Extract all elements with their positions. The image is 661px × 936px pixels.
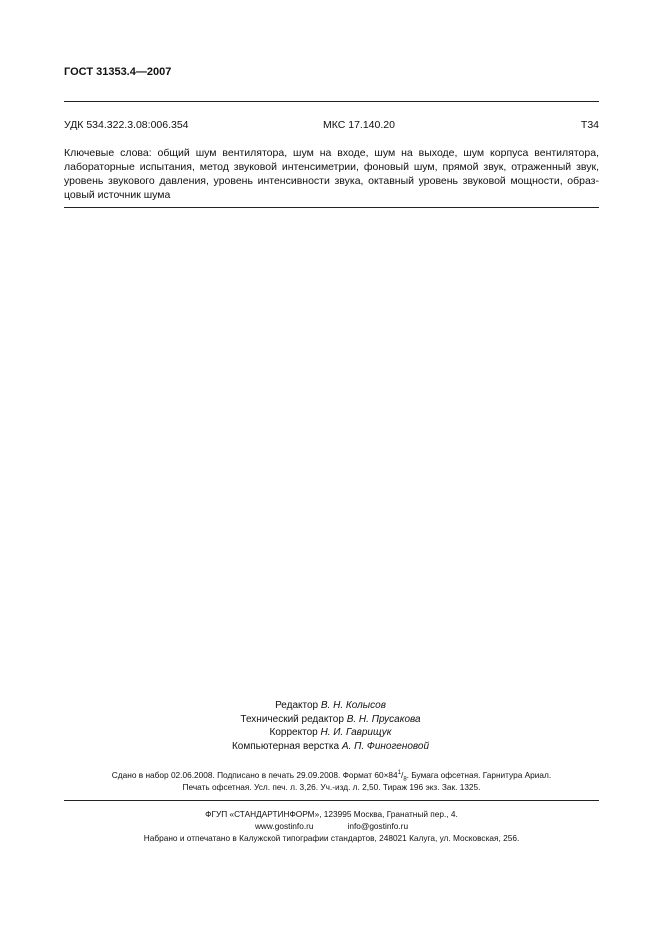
publisher-contacts — [64, 820, 599, 832]
keywords-block — [64, 146, 599, 202]
publisher-website: www.gostinfo.ru — [254, 821, 314, 831]
printer-info: Набрано и отпечатано в Калужской типографии стандартов, 248021 Калуга, ул. Московская, 256. — [143, 833, 520, 843]
imprint-line-2: Печать офсетная. Усл. печ. л. 3,26. Уч.-изд. л. 2,50. Тираж 196 экз. Зак. 1325. — [182, 782, 481, 792]
credit-proofreader — [0, 726, 661, 740]
credit-editor — [0, 699, 661, 713]
keywords-line: лабораторные испытания, метод звуковой интенсиметрии, фоновый шум, прямой звук, отраженный звук, — [64, 161, 599, 173]
imprint-block — [64, 769, 599, 793]
imprint-line-1: Сдано в набор 02.06.2008. Подписано в печать 29.09.2008. Формат $60\times 84^1/_8$. Бумага офсетная. Гарнитура Ариал. — [111, 770, 552, 783]
keywords-rule — [64, 207, 599, 208]
publisher-email: info@gostinfo.ru — [347, 821, 409, 831]
credit-layout — [0, 740, 661, 754]
credit-name: А. П. Финогеновой — [341, 740, 430, 752]
imprint-rule — [64, 800, 599, 801]
credit-role: Корректор — [269, 727, 318, 738]
publisher-address: ФГУП «СТАНДАРТИНФОРМ», 123995 Москва, Гранатный пер., 4. — [205, 809, 458, 819]
credit-name: В. Н. Прусакова — [346, 713, 421, 725]
keywords-line: уровень звукового давления, уровень интенсивности звука, октавный уровень звуковой мощности, образ- — [64, 175, 599, 187]
imprint-text: . Бумага офсетная. Гарнитура Ариал. — [406, 770, 552, 780]
standard-title: ГОСТ 31353.4—2007 — [64, 66, 172, 78]
credit-name: В. Н. Колысов — [320, 700, 386, 711]
classifier-code: Т34 — [580, 119, 599, 131]
udk-code: УДК 534.322.3.08:006.354 — [64, 119, 189, 131]
top-rule — [64, 101, 599, 102]
keywords-line: цовый источник шума — [64, 189, 171, 201]
credit-role: Компьютерная верстка — [231, 740, 340, 752]
credits-block — [0, 699, 661, 753]
credit-name: Н. И. Гаврищук — [320, 727, 392, 738]
keywords-line: Ключевые слова: общий шум вентилятора, шум на входе, шум на выходе, шум корпуса вентилятора, — [64, 147, 599, 159]
publisher-block — [64, 808, 599, 844]
mks-code: МКС 17.140.20 — [323, 119, 395, 131]
credit-tech-editor — [0, 713, 661, 727]
credit-role: Технический редактор — [240, 713, 344, 725]
format-sub: 8 — [403, 776, 407, 783]
format-sup: 1 — [397, 770, 401, 777]
credit-role: Редактор — [275, 700, 319, 711]
imprint-text: Сдано в набор 02.06.2008. Подписано в печать 29.09.2008. Формат 60×84 — [111, 770, 398, 780]
